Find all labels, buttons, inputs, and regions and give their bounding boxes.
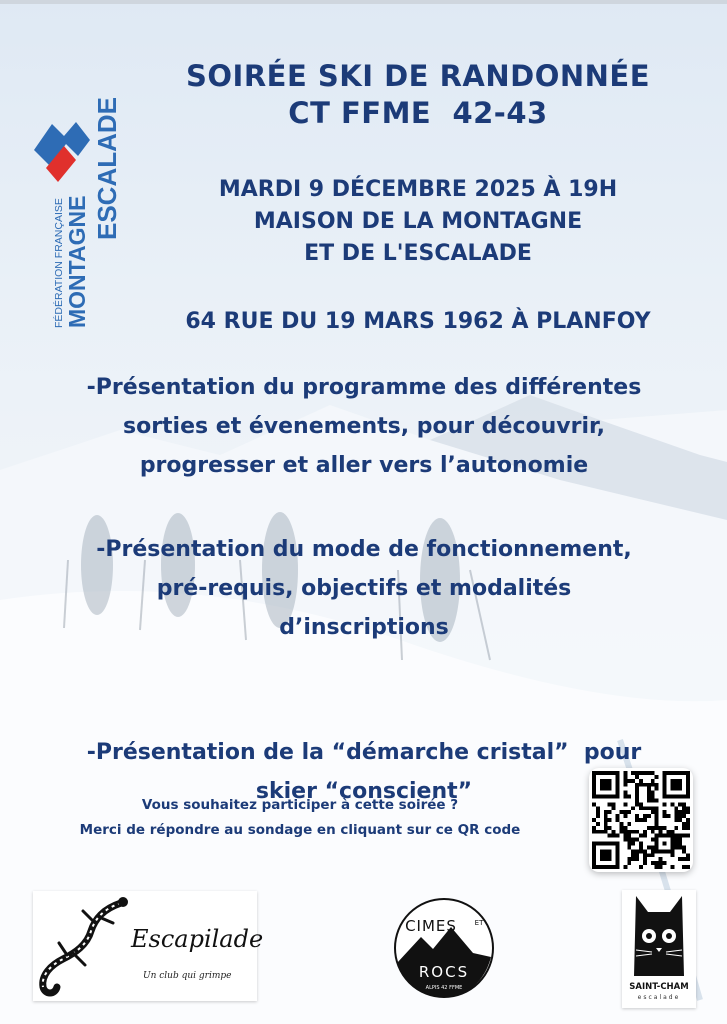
participation-question: Vous souhaitez participer à cette soirée ? — [141, 797, 459, 813]
title-line-2: CT FFME 42-43 — [288, 96, 548, 130]
event-title — [128, 58, 708, 132]
saint-cham-name: SAINT-CHAM — [629, 982, 689, 992]
cimes-et-rocs-logo — [393, 897, 495, 999]
program-item-3-line-2: skier “conscient” — [255, 779, 473, 804]
participation-prompt — [20, 793, 580, 843]
escapilade-logo — [33, 891, 264, 1001]
program-item-1-line-3: progresser et aller vers l’autonomie — [139, 453, 589, 478]
program-item-3-line-1: -Présentation de la “démarche cristal” pour — [86, 740, 642, 765]
venue-line-1: MAISON DE LA MONTAGNE — [253, 209, 583, 234]
saint-cham-subtitle: escalade — [637, 994, 681, 1001]
cimes-top-text: CIMES — [405, 917, 457, 935]
program-item-2-line-2: pré-requis, objectifs et modalités — [156, 576, 572, 601]
qr-code-icon — [592, 771, 690, 869]
cimes-et-text: ET — [474, 919, 484, 927]
program-item-1-line-2: sorties et évenements, pour découvrir, — [122, 414, 605, 439]
salamander-icon — [33, 891, 133, 1001]
program-item-1-line-1: -Présentation du programme des différentes — [86, 375, 642, 400]
event-datetime-venue — [128, 174, 708, 270]
cimes-small-text: ALPIS 42 FFME — [425, 985, 463, 991]
program-item-2 — [14, 530, 714, 647]
participation-instruction: Merci de répondre au sondage en cliquant sur ce QR code — [79, 822, 521, 838]
title-line-1: SOIRÉE SKI DE RANDONNÉE — [185, 59, 651, 93]
venue-line-2: ET DE L'ESCALADE — [304, 241, 532, 266]
event-date: MARDI 9 DÉCEMBRE 2025 À 19H — [218, 177, 618, 202]
cat-icon — [622, 890, 696, 982]
program-item-1 — [14, 368, 714, 485]
ffme-federation-text: FÉDÉRATION FRANÇAISE — [53, 198, 65, 328]
event-address: 64 RUE DU 19 MARS 1962 À PLANFOY — [185, 309, 651, 334]
program-item-2-line-1: -Présentation du mode de fonctionnement, — [96, 537, 632, 562]
survey-qr-code[interactable] — [589, 768, 693, 872]
cimes-bottom-text: ROCS — [418, 963, 470, 981]
saint-cham-logo — [622, 890, 696, 1008]
escapilade-name: Escapilade — [131, 925, 264, 953]
ffme-logo-icon — [28, 28, 128, 338]
program-item-2-line-3: d’inscriptions — [279, 615, 449, 640]
escapilade-tagline: Un club qui grimpe — [143, 971, 232, 981]
ffme-montagne-text: MONTAGNE — [64, 195, 90, 328]
ffme-escalade-text: ESCALADE — [92, 96, 122, 240]
